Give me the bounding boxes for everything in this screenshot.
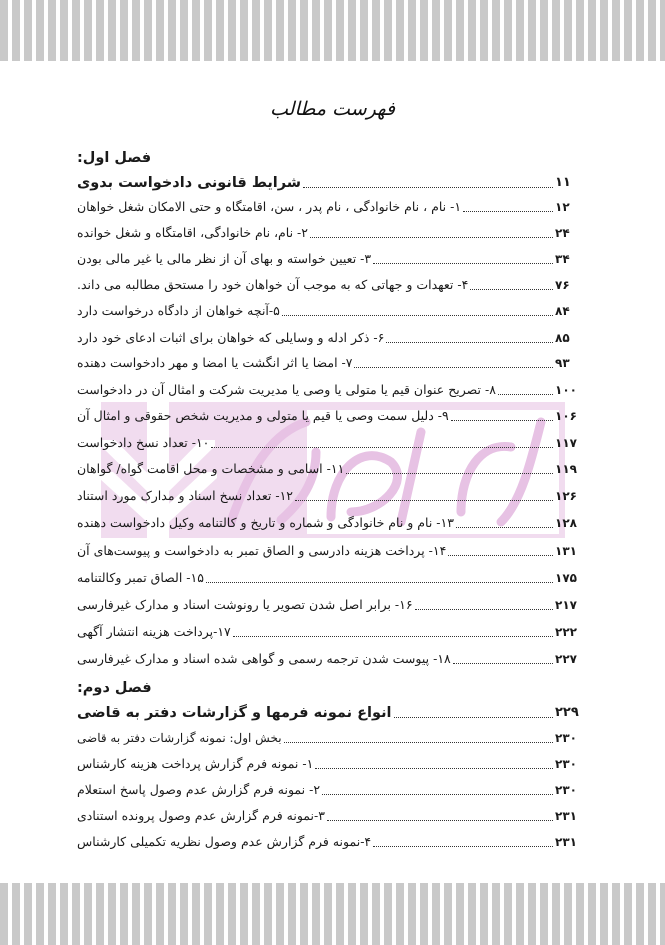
toc-entry[interactable] (75, 352, 583, 374)
toc-entry-title: ۹- دلیل سمت وصی یا قیم یا متولی و مدیریت شخص حقوقی و امثال آن (77, 408, 449, 423)
toc-entry-title: ۱۵- الصاق تمبر وکالتنامه (77, 570, 204, 585)
toc-entry-page: ۲۳۱ (555, 835, 577, 849)
toc-entry[interactable] (75, 648, 583, 670)
bottom-decorative-stripes (0, 883, 665, 945)
toc-entry[interactable] (75, 567, 583, 589)
toc-entry[interactable] (75, 512, 583, 534)
dot-leader (373, 263, 553, 264)
dot-leader (233, 636, 553, 637)
toc-entry-title: ۴-نمونه فرم گزارش عدم وصول نظریه تکمیلی کارشناس (77, 834, 372, 849)
toc-entry[interactable] (75, 753, 583, 775)
toc-entry-page: ۱۳۱ (555, 544, 577, 558)
toc-entry-title: ۲- نمونه فرم گزارش عدم وصول پاسخ استعلام (77, 782, 321, 797)
dot-leader (448, 555, 553, 556)
toc-entry-page: ۱۱ (555, 175, 571, 190)
toc-entry-page: ۲۳۱ (555, 809, 577, 823)
toc-entry-page: ۲۱۷ (555, 598, 577, 612)
toc-entry[interactable] (75, 405, 583, 427)
toc-entry-title: ۳- تعیین خواسته و بهای آن از نظر مالی یا غیر مالی بودن (77, 251, 372, 266)
toc-entry-title: ۱۶- برابر اصل شدن تصویر یا رونوشت اسناد و مدارک غیرفارسی (77, 597, 413, 612)
toc-entry-page: ۲۳۰ (555, 783, 577, 797)
toc-entry-title: شرایط قانونی دادخواست بدوی (77, 175, 302, 191)
toc-entry-title: ۸- تصریح عنوان قیم یا متولی یا وصی یا مدیریت شرکت و امثال آن در دادخواست (77, 382, 496, 397)
chapter-label: فصل اول: (77, 150, 152, 166)
dot-leader (453, 663, 553, 664)
toc-entry[interactable] (75, 779, 583, 801)
toc-entry-title: بخش اول: نمونه گزارشات دفتر به قاضی (77, 731, 282, 745)
toc-entry[interactable] (75, 248, 583, 270)
toc-entry-title: ۱۷-پرداخت هزینه انتشار آگهی (77, 624, 231, 639)
page-title: فهرست مطالب (270, 98, 395, 120)
toc-entry-page: ۱۱۹ (555, 462, 577, 476)
toc-entry-page: ۱۰۶ (555, 409, 577, 423)
chapter-2-label (75, 677, 583, 699)
toc-entry-page: ۱۲۸ (555, 516, 577, 530)
toc-entry[interactable] (75, 805, 583, 827)
dot-leader (346, 473, 553, 474)
dot-leader (206, 582, 553, 583)
toc-entry-page: ۲۴ (555, 226, 570, 240)
dot-leader (282, 315, 553, 316)
dot-leader (373, 846, 553, 847)
toc-entry[interactable] (75, 327, 583, 349)
toc-entry-page: ۱۷۵ (555, 571, 577, 585)
chapter-label: فصل دوم: (77, 680, 152, 696)
dot-leader (498, 394, 553, 395)
toc-entry-page: ۲۲۲ (555, 625, 577, 639)
chapter-1-label (75, 147, 583, 169)
dot-leader (284, 742, 553, 743)
toc-entry-page: ۱۲۶ (555, 489, 577, 503)
toc-entry[interactable] (75, 222, 583, 244)
toc-entry[interactable] (75, 300, 583, 322)
toc-entry-title: ۴- تعهدات و جهاتی که به موجب آن خواهان خود را مستحق مطالبه می داند. (77, 277, 469, 292)
toc-entry-chapter-2-heading[interactable] (75, 702, 583, 724)
toc-entry-page: ۳۴ (555, 252, 570, 266)
toc-entry-title: ۷- امضا یا اثر انگشت یا امضا و مهر دادخواست دهنده (77, 355, 353, 370)
toc-entry[interactable] (75, 458, 583, 480)
toc-entry[interactable] (75, 727, 583, 749)
toc-entry-chapter-1-heading[interactable] (75, 172, 583, 194)
dot-leader (303, 187, 553, 188)
dot-leader (415, 609, 553, 610)
toc-entry-page: ۷۶ (555, 278, 570, 292)
dot-leader (354, 367, 553, 368)
toc-entry-page: ۱۲ (555, 200, 570, 214)
toc-entry-title: ۱۰- تعداد نسخ دادخواست (77, 435, 210, 450)
toc-entry-title: ۱۴- پرداخت هزینه دادرسی و الصاق تمبر به دادخواست و پیوست‌های آن (77, 543, 447, 558)
toc-entry[interactable] (75, 379, 583, 401)
toc-entry-page: ۸۵ (555, 331, 570, 345)
toc-entry-page: ۲۲۹ (555, 705, 579, 720)
toc-entry[interactable] (75, 196, 583, 218)
toc-entry-title: ۳-نمونه فرم گزارش عدم وصول پرونده استنادی (77, 808, 325, 823)
toc-entry-page: ۸۴ (555, 304, 570, 318)
toc-entry-title: ۱- نمونه فرم گزارش پرداخت هزینه کارشناس (77, 756, 314, 771)
toc-entry-page: ۲۲۷ (555, 652, 577, 666)
toc-entry[interactable] (75, 594, 583, 616)
toc-entry-page: ۹۳ (555, 356, 570, 370)
toc-entry[interactable] (75, 540, 583, 562)
toc-entry-page: ۱۰۰ (555, 383, 577, 397)
toc-entry-title: ۵-آنچه خواهان از دادگاه درخواست دارد (77, 303, 280, 318)
toc-entry-title: ۱- نام ، نام خانوادگی ، نام پدر ، سن، اقامتگاه و حتی الامکان شغل خواهان (77, 199, 462, 214)
dot-leader (322, 794, 553, 795)
toc-entry-title: ۱۸- پیوست شدن ترجمه رسمی و گواهی شده اسناد و مدارک غیرفارسی (77, 651, 451, 666)
dot-leader (456, 527, 553, 528)
dot-leader (211, 447, 553, 448)
toc-entry[interactable] (75, 831, 583, 853)
dot-leader (295, 500, 553, 501)
dot-leader (451, 420, 553, 421)
toc-entry-title: ۱۳- نام و نام خانوادگی و شماره و تاریخ و کالتنامه وکیل دادخواست دهنده (77, 515, 454, 530)
dot-leader (310, 237, 553, 238)
toc-entry[interactable] (75, 432, 583, 454)
toc-entry-page: ۱۱۷ (555, 436, 577, 450)
toc-entry-title: ۶- ذکر ادله و وسایلی که خواهان برای اثبات ادعای خود دارد (77, 330, 385, 345)
toc-entry-title: ۱۲- تعداد نسخ اسناد و مدارک مورد استناد (77, 488, 293, 503)
toc-entry-page: ۲۳۰ (555, 731, 577, 745)
dot-leader (386, 342, 553, 343)
toc-entry-title: ۱۱- اسامی و مشخصات و محل اقامت گواه/ گواهان (77, 461, 345, 476)
toc-entry-title: انواع نمونه فرمها و گزارشات دفتر به قاضی (77, 705, 392, 721)
dot-leader (463, 211, 553, 212)
dot-leader (470, 289, 553, 290)
dot-leader (394, 717, 553, 718)
dot-leader (315, 768, 553, 769)
toc-entry[interactable] (75, 621, 583, 643)
dot-leader (327, 820, 553, 821)
toc-entry[interactable] (75, 485, 583, 507)
toc-entry-title: ۲- نام، نام خانوادگی، اقامتگاه و شغل خوانده (77, 225, 308, 240)
toc-entry[interactable] (75, 274, 583, 296)
toc-entry-page: ۲۳۰ (555, 757, 577, 771)
